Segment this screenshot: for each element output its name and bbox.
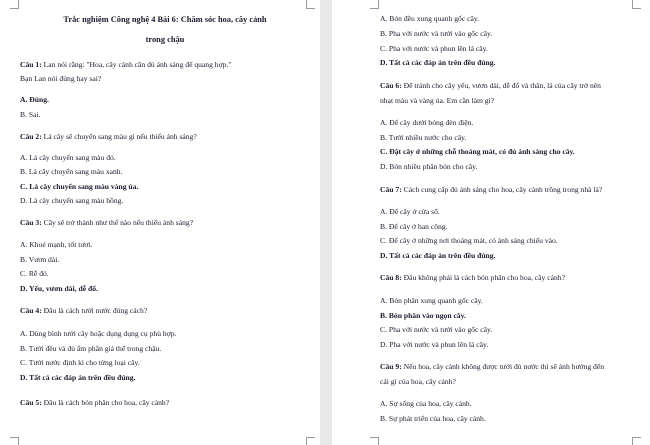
document-title: Trắc nghiệm Công nghệ 4 Bài 6: Chăm sóc hoa, cây cảnh: [63, 15, 267, 24]
option: D. Pha với nước và phun lên lá cây.: [380, 340, 489, 349]
margin-mark: [370, 437, 379, 445]
question-label: Câu 9:: [380, 362, 402, 371]
option: C. Để cây ở những nơi thoáng mát, có ánh sáng chiếu vào.: [380, 236, 558, 245]
question-2: [20, 132, 197, 142]
option: B. Sai.: [20, 110, 41, 119]
option-correct: C. Đặt cây ở những chỗ thoáng mát, có đủ ánh sáng cho cây.: [380, 147, 575, 156]
margin-mark: [306, 437, 315, 445]
question-label: Câu 7:: [380, 185, 402, 194]
question-label: Câu 6:: [380, 81, 402, 90]
option: B. Lá cây chuyển sang màu xanh.: [20, 167, 123, 176]
question-3: [20, 218, 193, 228]
question-7: [380, 185, 602, 195]
margin-mark: [632, 437, 641, 445]
option: B. Để cây ở ban công.: [380, 222, 448, 231]
option: A. Để cây ở cửa sổ.: [380, 207, 440, 216]
question-text: Lá cây sẽ chuyển sang màu gì nếu thiếu ánh sáng?: [43, 132, 197, 141]
question-text: Lan nói rằng: "Hoa, cây cảnh cần đủ ánh sáng để quang hợp.": [43, 60, 232, 69]
option: C. Pha với nước và tưới vào gốc cây.: [380, 325, 493, 334]
option: A. Bón phân xung quanh gốc cây.: [380, 296, 483, 305]
option: C. Pha với nước và phun lên lá cây.: [380, 44, 488, 53]
option: B. Tưới nhiều nước cho cây.: [380, 133, 467, 142]
question-6: [380, 81, 601, 91]
option-correct: C. Lá cây chuyển sang màu vàng úa.: [20, 182, 139, 191]
question-label: Câu 4:: [20, 306, 42, 315]
margin-mark: [632, 0, 641, 9]
option: D. Lá cây chuyển sang màu hồng.: [20, 196, 124, 205]
question-text-cont: Bạn Lan nói đúng hay sai?: [20, 74, 102, 83]
question-text: Đâu là cách tưới nước đúng cách?: [43, 306, 148, 315]
margin-mark: [10, 0, 19, 9]
question-label: Câu 1:: [20, 60, 42, 69]
option-correct: D. Tất cả các đáp án trên đều đúng.: [20, 373, 136, 382]
option: D. Bón nhiều phân bón cho cây.: [380, 162, 478, 171]
question-8: [380, 273, 565, 283]
option-correct: D. Yếu, vươn dài, dễ đổ.: [20, 284, 98, 293]
option: B. Pha với nước và tưới vào gốc cây.: [380, 29, 493, 38]
question-text-cont: nhạt màu và vàng úa. Em cần làm gì?: [380, 96, 495, 105]
margin-mark: [10, 437, 19, 445]
document-page-left: [0, 0, 320, 445]
margin-mark: [370, 0, 379, 9]
option: B. Tưới đều và đủ ẩm phần giá thể trong chậu.: [20, 344, 162, 353]
question-text: Để tránh cho cây yếu, vươn dài, dễ đổ và thân, lá của cây trở nên: [403, 81, 601, 90]
option: B. Vươn dài.: [20, 255, 60, 264]
option-correct: B. Bón phân vào ngọn cây.: [380, 311, 466, 320]
question-text-cont: cái gì của hoa, cây cảnh?: [380, 377, 456, 386]
question-4: [20, 306, 147, 316]
option: A. Bón đều xung quanh gốc cây.: [380, 14, 480, 23]
question-1: [20, 60, 231, 70]
question-5: [20, 398, 169, 408]
option-correct: D. Tất cả các đáp án trên đều đúng.: [380, 58, 496, 67]
question-text: Cây sẽ trở thành như thế nào nếu thiếu ánh sáng?: [43, 218, 194, 227]
option: A. Dùng bình tưới cây hoặc dụng dụng cụ phù hợp.: [20, 329, 177, 338]
question-label: Câu 8:: [380, 273, 402, 282]
option: B. Sự phát triển của hoa, cây cảnh.: [380, 414, 486, 423]
question-label: Câu 5:: [20, 398, 42, 407]
option: C. Tưới nước định kì cho từng loại cây.: [20, 358, 140, 367]
question-label: Câu 3:: [20, 218, 42, 227]
question-text: Đâu không phải là cách bón phân cho hoa, cây cảnh?: [403, 273, 565, 282]
option-correct: D. Tất cả các đáp án trên đều đúng.: [380, 251, 496, 260]
margin-mark: [306, 0, 315, 9]
option: A. Sự sống của hoa, cây cảnh.: [380, 399, 472, 408]
question-9: [380, 362, 604, 372]
document-page-right: [332, 0, 650, 445]
option-correct: A. Đúng.: [20, 95, 49, 104]
question-label: Câu 2:: [20, 132, 42, 141]
question-text: Cách cung cấp đủ ánh sáng cho hoa, cây cảnh trồng trong nhà là?: [403, 185, 603, 194]
option: A. Để cây dưới bóng đèn điện.: [380, 118, 474, 127]
option: A. Lá cây chuyển sang màu đỏ.: [20, 153, 116, 162]
document-title-cont: trong chậu: [145, 35, 185, 44]
question-text: Nếu hoa, cây cảnh không được tưới đủ nước thì sẽ ảnh hưởng đến: [403, 362, 605, 371]
question-text: Đâu là cách bón phân cho hoa, cây cảnh?: [43, 398, 170, 407]
option: C. Rễ đỏ.: [20, 269, 49, 278]
option: A. Khoẻ mạnh, tốt tươi.: [20, 240, 93, 249]
